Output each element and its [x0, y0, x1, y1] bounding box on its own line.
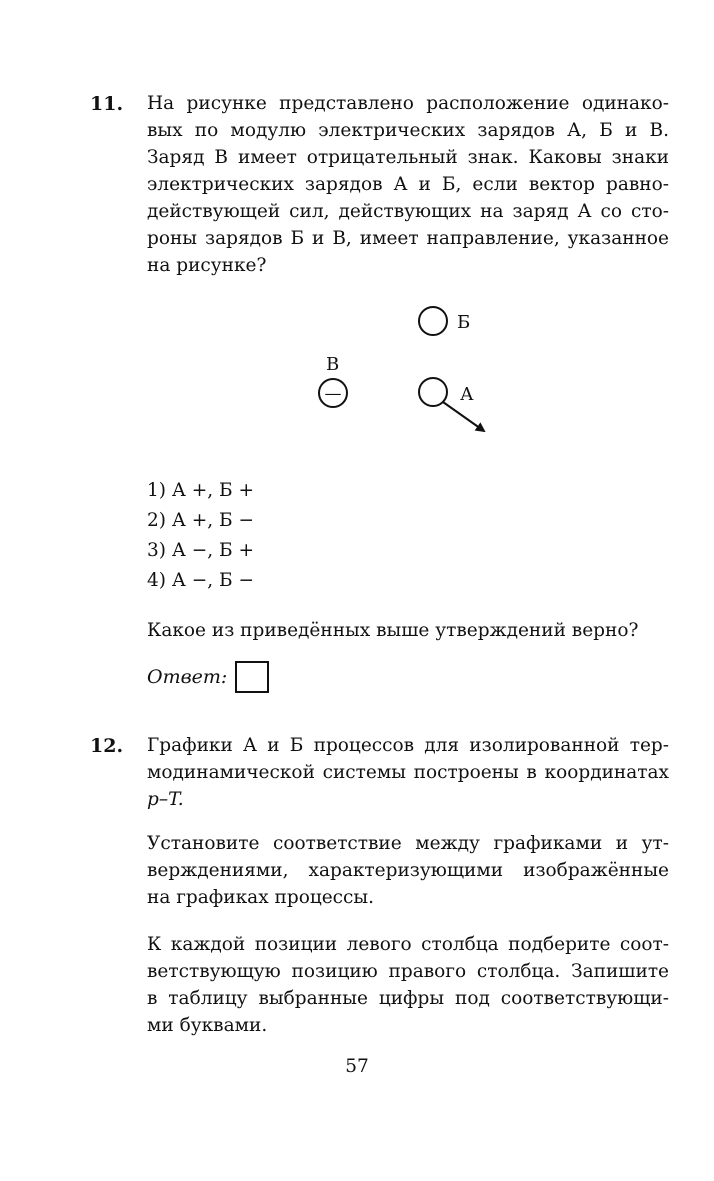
question-12-intro — [147, 732, 669, 813]
question-11-line: вых по модулю электрических зарядов А, Б и В. — [147, 120, 669, 141]
charge-a-circle — [419, 378, 447, 406]
question-12-line: верждениями, характеризующими изображённые — [147, 860, 669, 881]
question-11-line: на рисунке? — [147, 255, 267, 276]
question-11-line: роны зарядов Б и В, имеет направление, указанное — [147, 228, 669, 249]
question-11-line: электрических зарядов А и Б, если вектор равно- — [147, 174, 669, 195]
question-12-line: модинамической системы построены в координатах — [147, 762, 669, 783]
question-12-line: ми буквами. — [147, 1015, 268, 1036]
question-11-prompt — [147, 617, 669, 644]
charges-figure — [300, 300, 530, 450]
question-11-line: На рисунке представлено расположение одинако- — [147, 93, 669, 114]
answer-box[interactable] — [235, 661, 269, 693]
question-11-prompt-text: Какое из приведённых выше утверждений верно? — [147, 620, 639, 641]
option-2: 2) А +, Б − — [147, 510, 254, 531]
resultant-force-arrow — [443, 402, 484, 431]
charge-a-label: А — [460, 384, 474, 405]
answer-row — [147, 660, 269, 694]
minus-sign: — — [324, 384, 342, 404]
question-12-line: Графики А и Б процессов для изолированной тер- — [147, 735, 669, 756]
charge-v-label: В — [326, 354, 340, 375]
answer-label: Ответ: — [147, 666, 228, 688]
question-12-line: Установите соответствие между графиками и ут- — [147, 833, 669, 854]
page-number: 57 — [345, 1056, 369, 1077]
charge-b-circle — [419, 307, 447, 335]
question-12-para-3 — [147, 931, 669, 1039]
charges-diagram — [300, 300, 530, 450]
question-12-line: К каждой позиции левого столбца подберите соот- — [147, 934, 669, 955]
question-11-text — [147, 90, 669, 279]
question-12-line: ветствующую позицию правого столбца. Запишите — [147, 961, 669, 982]
question-12-para-2 — [147, 830, 669, 911]
question-12-line: на графиках процессы. — [147, 887, 375, 908]
question-11-line: Заряд В имеет отрицательный знак. Каковы знаки — [147, 147, 669, 168]
answer-options — [147, 476, 254, 596]
charge-b-label: Б — [457, 312, 471, 333]
question-11-number: 11. — [90, 93, 124, 115]
question-12-line: в таблицу выбранные цифры под соответствующи- — [147, 988, 669, 1009]
question-12-number: 12. — [90, 735, 124, 757]
option-4: 4) А −, Б − — [147, 570, 254, 591]
option-1: 1) А +, Б + — [147, 480, 254, 501]
option-3: 3) А −, Б + — [147, 540, 254, 561]
question-11-line: действующей сил, действующих на заряд А со сто- — [147, 201, 669, 222]
coordinates-label: p–T. — [147, 789, 184, 810]
